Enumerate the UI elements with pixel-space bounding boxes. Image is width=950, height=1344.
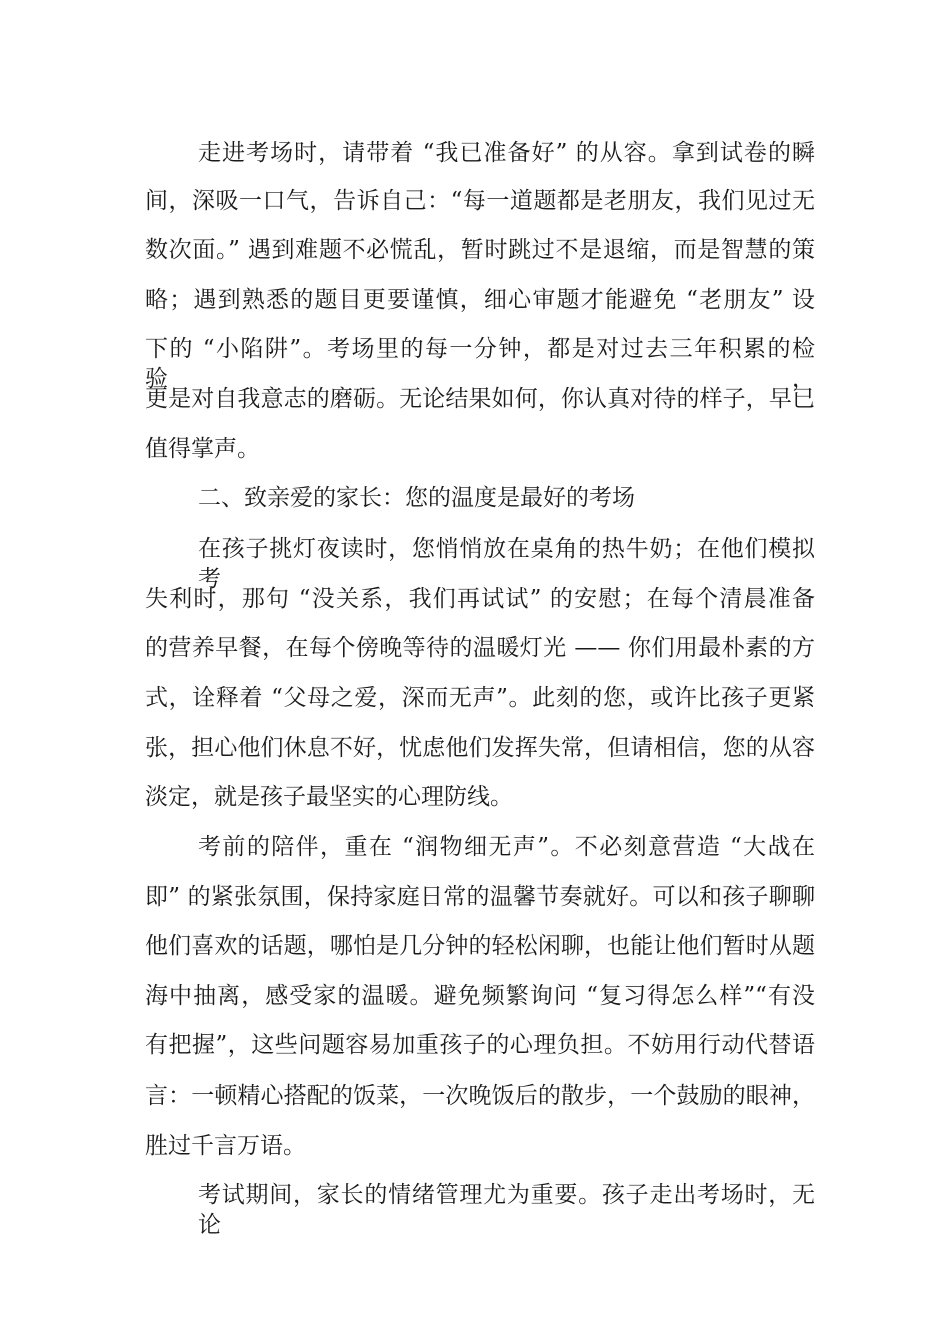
paragraph-line: 淡定，就是孩子最坚实的心理防线。 bbox=[145, 784, 513, 810]
paragraph-line: 即” 的紧张氛围，保持家庭日常的温馨节奏就好。可以和孩子聊聊 bbox=[145, 884, 815, 910]
paragraph-line: 值得掌声。 bbox=[145, 436, 260, 462]
paragraph-line: 海中抽离，感受家的温暖。避免频繁询问 “复习得怎么样”“有没 bbox=[145, 983, 815, 1009]
paragraph-line: 数次面。” 遇到难题不必慌乱，暂时跳过不是退缩，而是智慧的策 bbox=[145, 237, 815, 263]
paragraph-line: 走进考场时，请带着 “我已准备好” 的从容。拿到试卷的瞬 bbox=[198, 140, 815, 166]
paragraph-line: 下的 “小陷阱”。考场里的每一分钟，都是对过去三年积累的检验， bbox=[145, 336, 815, 392]
paragraph-line: 张，担心他们休息不好，忧虑他们发挥失常，但请相信，您的从容 bbox=[145, 735, 815, 761]
paragraph-line: 略；遇到熟悉的题目更要谨慎，细心审题才能避免 “老朋友” 设 bbox=[145, 287, 815, 313]
paragraph-line: 式，诠释着 “父母之爱，深而无声”。此刻的您，或许比孩子更紧 bbox=[145, 685, 815, 711]
paragraph-line: 失利时，那句 “没关系，我们再试试” 的安慰；在每个清晨准备 bbox=[145, 586, 815, 612]
paragraph-line: 考试期间，家长的情绪管理尤为重要。孩子走出考场时，无论 bbox=[198, 1182, 815, 1238]
paragraph-line: 言：一顿精心搭配的饭菜，一次晚饭后的散步，一个鼓励的眼神， bbox=[145, 1083, 815, 1109]
paragraph-line: 更是对自我意志的磨砺。无论结果如何，你认真对待的样子，早已 bbox=[145, 386, 815, 412]
paragraph-line: 考前的陪伴，重在 “润物细无声”。不必刻意营造 “大战在 bbox=[198, 834, 815, 860]
paragraph-line: 的营养早餐，在每个傍晚等待的温暖灯光 —— 你们用最朴素的方 bbox=[145, 635, 815, 661]
paragraph-line: 在孩子挑灯夜读时，您悄悄放在桌角的热牛奶；在他们模拟考 bbox=[198, 536, 815, 592]
paragraph-line: 间，深吸一口气，告诉自己：“每一道题都是老朋友，我们见过无 bbox=[145, 188, 815, 214]
section-heading: 二、致亲爱的家长：您的温度是最好的考场 bbox=[198, 485, 635, 511]
paragraph-line: 他们喜欢的话题，哪怕是几分钟的轻松闲聊，也能让他们暂时从题 bbox=[145, 933, 815, 959]
paragraph-line: 有把握”，这些问题容易加重孩子的心理负担。不妨用行动代替语 bbox=[145, 1032, 815, 1058]
paragraph-line: 胜过千言万语。 bbox=[145, 1133, 306, 1159]
